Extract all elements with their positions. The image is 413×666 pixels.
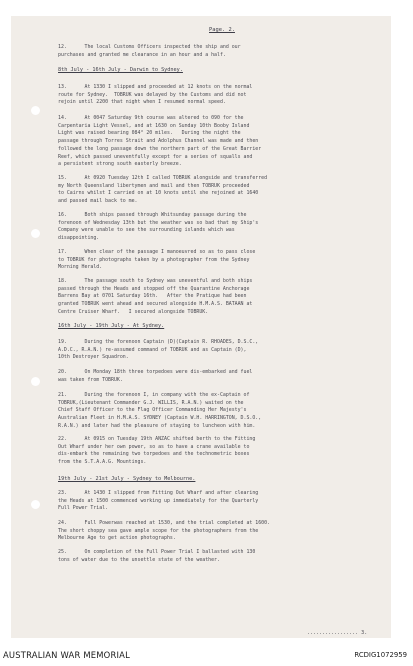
paragraph-23: 23. At 1430 I slipped from Fitting Out Wharf and after clearing the Heads at 1500 commenced working up immediately for the Quarterly Full Power Trial. bbox=[58, 490, 259, 512]
punch-hole bbox=[31, 229, 40, 238]
paragraph-24: 24. Full Powerwas reached at 1530, and the trial completed at 1600. The short choppy sea gave ample scope for the photographers from the Melbourne Age to get action photographs. bbox=[58, 520, 270, 542]
footer-bar bbox=[0, 642, 413, 666]
paragraph-21: 21. During the forenoon I, in company with the ex-Captain of TOBRUK,(Lieutenant Commander G.J. WILLIS, R.A.N.) waited on the Chief Staff Officer to the Flag Officer Commanding Her Majesty's Australian Fleet in H.M.A.S. SYDNEY (Captain W.H. HARRINGTON, D.S.O., R.A.N.) and later had the pleasure of staying to luncheon with him. bbox=[58, 392, 262, 429]
section-heading-darwin-to-sydney: 8th July - 16th July - Darwin to Sydney. bbox=[58, 67, 183, 73]
paragraph-18: 18. The passage south to Sydney was uneventful and both ships passed through the Heads and stopped off the Quarantine Anchorage Barrens Bay at 0701 Saturday 16th. After the Pratique had been granted TOBRUK went ahead and secured alongside H.M.A.S. BATAAN at Centre Cruiser Wharf. I secured alongside TOBRUK. bbox=[58, 278, 253, 315]
paragraph-16: 16. Both ships passed through Whitsunday passage during the forenoon of Wednesday 13th but the weather was so bad that my Ship's Company were unable to see the surrounding islands which was disappointing. bbox=[58, 212, 259, 242]
punch-hole bbox=[31, 106, 40, 115]
paragraph-13: 13. At 1330 I slipped and proceeded at 12 knots on the normal route for Sydney. TOBRUK was delayed by the Customs and did not rejoin until 2200 that night when I resumed normal speed. bbox=[58, 84, 253, 106]
paragraph-14: 14. At 0047 Saturday 9th course was altered to 090 for the Carpentaria Light Vessel, and at 1630 on Sunday 10th Booby Island Light was raised bearing 084° 20 miles. During the night the passage through Torres Strait and Adolphus Channel was made and then followed the long passage down the northern part of the Great Barrier Reef, which passed uneventfully except for a series of squalls and a persistent strong south easterly breeze. bbox=[58, 115, 262, 168]
paragraph-20: 20. On Monday 18th three torpedoes were dis-embarked and fuel was taken from TOBRUK. bbox=[58, 369, 253, 383]
paragraph-17: 17. When clear of the passage I manoeuvred so as to pass close to TOBRUK for photographs taken by a photographer from the Sydney Morning Herald. bbox=[58, 249, 256, 271]
paragraph-19: 19. During the forenoon Captain (D)(Captain R. RHOADES, D.S.C., A.D.C., R.A.N.) re-assumed command of TOBRUK and as Captain (D), 10th Destroyer Squadron. bbox=[58, 339, 259, 361]
punch-hole bbox=[31, 500, 40, 509]
section-heading-at-sydney: 16th July - 19th July - At Sydney. bbox=[58, 323, 165, 329]
archive-name: AUSTRALIAN WAR MEMORIAL bbox=[3, 650, 130, 660]
punch-hole bbox=[31, 377, 40, 386]
section-heading-sydney-to-melbourne: 19th July - 21st July - Sydney to Melbourne. bbox=[58, 476, 196, 482]
page-heading: Page. 2. bbox=[209, 27, 235, 33]
continuation-marker: ................. 3. bbox=[307, 630, 368, 636]
paragraph-22: 22. At 0915 on Tuesday 19th ANZAC shifted berth to the Fitting Out Wharf under her own power, so as to have a crane available to dis-embark the remaining two torpedoes and the technometric boxes from the S.T.A.A.G. Mountings. bbox=[58, 436, 256, 466]
paragraph-12: 12. The local Customs Officers inspected the ship and our purchases and granted me clearance in an hour and a half. bbox=[58, 44, 241, 58]
record-id: RCDIG1072959 bbox=[354, 651, 407, 659]
paragraph-25: 25. On completion of the Full Power Trial I ballasted with 130 tons of water due to the unsettle state of the weather. bbox=[58, 549, 256, 563]
paragraph-15: 15. At 0920 Tuesday 12th I called TOBRUK alongside and transferred my North Queensland libertymen and mail and then TOBRUK proceeded to Cairns whilst I carried on at 10 knots until she rejoined at 1640 and passed mail back to me. bbox=[58, 175, 268, 205]
